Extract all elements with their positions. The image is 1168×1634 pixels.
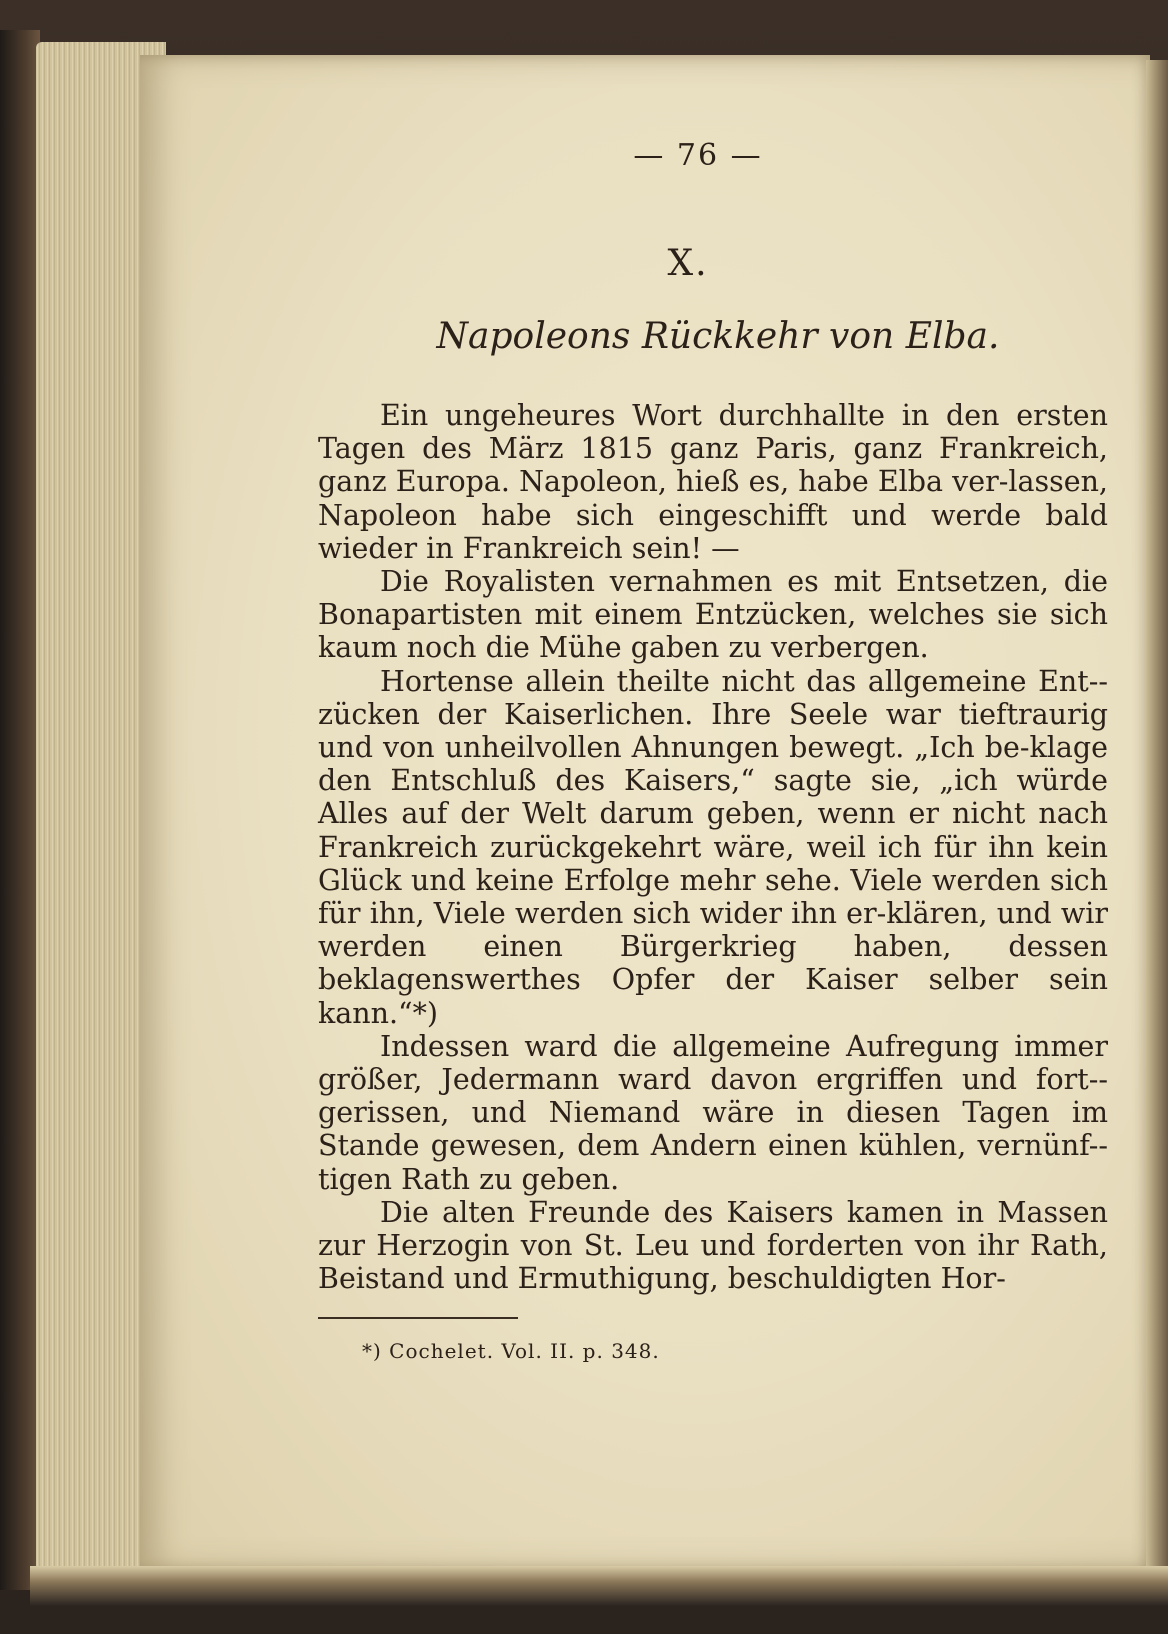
paragraph: Indessen ward die allgemeine Aufregung immer größer, Jedermann ward davon ergriffen und fort-gerissen, und Niemand wäre in diesen Tagen im Stande gewesen, dem Andern einen kühlen, vernünf-tigen Rath zu geben. <box>318 1029 1108 1196</box>
chapter-number: X. <box>667 243 709 284</box>
paragraph: Die alten Freunde des Kaisers kamen in Massen zur Herzogin von St. Leu und forderten von ihr Rath, Beistand und Ermuthigung, beschuldigten Hor- <box>318 1195 1108 1296</box>
paragraph: Hortense allein theilte nicht das allgemeine Ent-zücken der Kaiserlichen. Ihre Seele war tieftraurig und von unheilvollen Ahnungen bewegt. „Ich be-klage den Entschluß des Kaisers,“ sagte sie, „ich würde Alles auf der Welt darum geben, wenn er nicht nach Frankreich zurückgekehrt wäre, weil ich für ihn kein Glück und keine Erfolge mehr sehe. Viele werden sich für ihn, Viele werden sich wider ihn er-klären, und wir werden einen Bürgerkrieg haben, dessen beklagenswerthes Opfer der Kaiser selber sein kann.“*) <box>318 664 1108 1030</box>
footnote-divider <box>318 1317 518 1319</box>
page-number: — 76 — <box>633 138 763 173</box>
paragraph: Die Royalisten vernahmen es mit Entsetzen, die Bonapartisten mit einem Entzücken, welches sie sich kaum noch die Mühe gaben zu verbergen. <box>318 565 1108 665</box>
book-cover-edge <box>0 30 40 1590</box>
page-bottom-edge <box>30 1566 1168 1606</box>
chapter-title: Napoleons Rückkehr von Elba. <box>436 316 1000 357</box>
body-text <box>318 399 1108 1295</box>
paragraph: Ein ungeheures Wort durchhallte in den ersten Tagen des März 1815 ganz Paris, ganz Frankreich, ganz Europa. Napoleon, hieß es, habe Elba ver-lassen, Napoleon habe sich eingeschifft und werde bald wieder in Frankreich sein! — <box>318 399 1108 565</box>
page-content <box>318 120 1108 1363</box>
footnote: *) Cochelet. Vol. II. p. 348. <box>362 1339 660 1364</box>
gutter-shadow <box>1146 60 1168 1570</box>
